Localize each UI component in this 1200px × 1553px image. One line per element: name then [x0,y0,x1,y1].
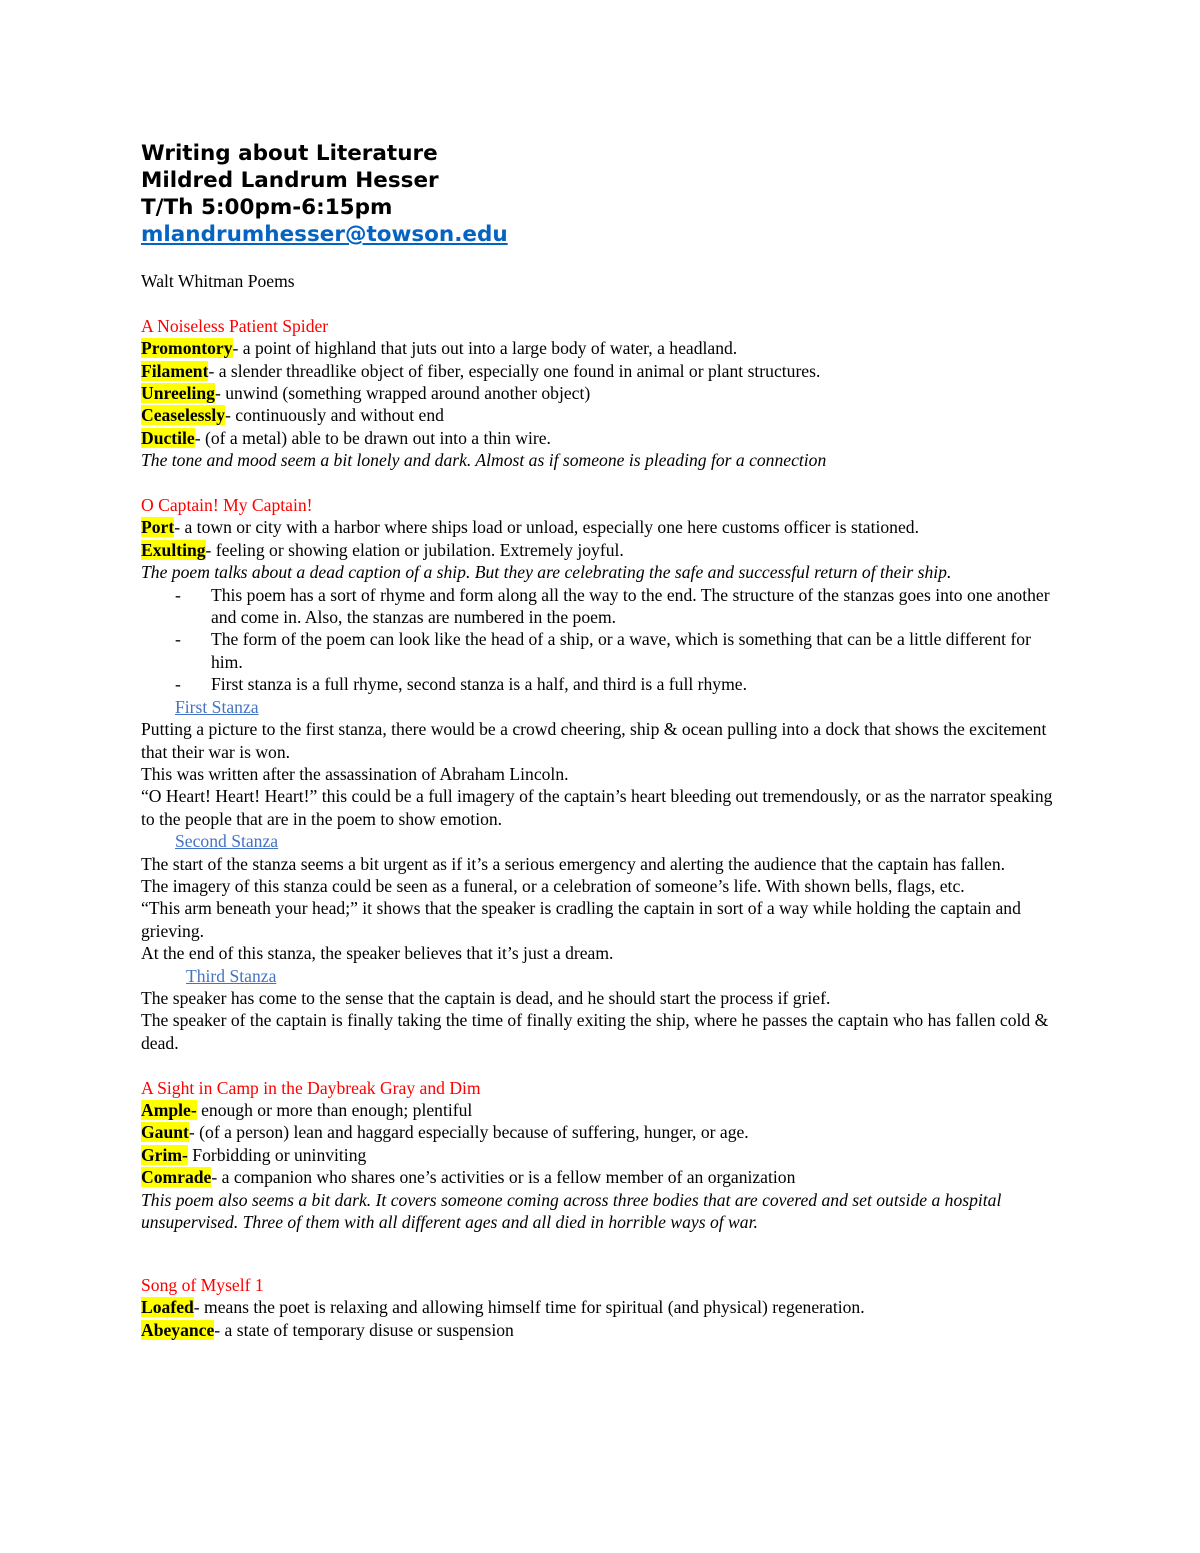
term-line [141,1121,1061,1143]
instructor-email-link[interactable]: mlandrumhesser@towson.edu [141,222,508,247]
vocab-definition: - (of a metal) able to be drawn out into a thin wire. [194,427,551,448]
bullet-item [175,628,1061,673]
stanza-note: The imagery of this stanza could be seen as a funeral, or a celebration of someone’s life. With shown bells, flags, etc. [141,875,965,896]
section-myself [141,1274,1061,1341]
section-spider [141,315,1061,472]
document-subtitle: Walt Whitman Poems [141,271,295,291]
document-body [141,140,1061,1341]
class-schedule: T/Th 5:00pm-6:15pm [141,195,393,220]
bullet-item [175,673,1061,695]
bullet-text: This poem has a sort of rhyme and form along all the way to the end. The structure of the stanzas goes into one another and come in. Also, the stanzas are numbered in the poem. [211,584,1050,628]
term-line [141,1166,1061,1188]
poem-title: A Sight in Camp in the Daybreak Gray and Dim [141,1077,481,1098]
document-header [141,140,1061,248]
vocab-definition: - means the poet is relaxing and allowing himself time for spiritual (and physical) regeneration. [193,1297,865,1318]
vocab-term: Loafed [141,1297,194,1318]
vocab-definition: enough or more than enough; plentiful [196,1099,473,1120]
vocab-term: Gaunt [141,1122,189,1143]
vocab-term: Promontory [141,338,233,359]
stanza-note: At the end of this stanza, the speaker believes that it’s just a dream. [141,943,614,964]
vocab-definition: - (of a person) lean and haggard especially because of suffering, hunger, or age. [188,1122,749,1143]
bullet-dash: - [175,584,181,605]
term-line [141,1099,1061,1121]
term-line [141,427,1061,449]
stanza-note: The speaker of the captain is finally taking the time of finally exiting the ship, where he passes the captain who has fallen cold & dead. [141,1010,1049,1053]
term-line [141,1319,1061,1341]
term-line [141,516,1061,538]
vocab-term: Port [141,517,175,538]
vocab-definition: - a town or city with a harbor where ships load or unload, especially one here customs officer is stationed. [174,517,919,538]
vocab-term: Filament [141,360,209,381]
stanza-heading-third[interactable]: Third Stanza [186,965,277,986]
term-line [141,539,1061,561]
course-title: Writing about Literature [141,141,438,166]
vocab-definition: - a companion who shares one’s activities or is a fellow member of an organization [211,1167,796,1188]
bullet-dash: - [175,629,181,650]
vocab-term: Exulting [141,539,206,560]
term-line [141,360,1061,382]
term-line [141,382,1061,404]
bullet-text: First stanza is a full rhyme, second stanza is a half, and third is a full rhyme. [211,674,747,695]
stanza-note: Putting a picture to the first stanza, there would be a crowd cheering, ship & ocean pulling into a dock that shows the excitement that their war is won. [141,719,1047,762]
vocab-term: Comrade [141,1167,212,1188]
vocab-term: Grim- [141,1144,188,1165]
section-captain [141,494,1061,1054]
poem-title: O Captain! My Captain! [141,495,313,516]
vocab-definition: - a slender threadlike object of fiber, especially one found in animal or plant structures. [208,360,821,381]
analysis-note: This poem also seems a bit dark. It covers someone coming across three bodies that are covered and set outside a hospital unsupervised. Three of them with all different ages and all died in horrible ways of war. [141,1189,1002,1233]
vocab-definition: Forbidding or uninviting [187,1144,367,1165]
analysis-note: The tone and mood seem a bit lonely and dark. Almost as if someone is pleading for a connection [141,450,827,471]
vocab-term: Ductile [141,427,195,448]
term-line [141,337,1061,359]
stanza-note: “This arm beneath your head;” it shows that the speaker is cradling the captain in sort of a way while holding the captain and grieving. [141,898,1021,941]
stanza-note: The start of the stanza seems a bit urgent as if it’s a serious emergency and alerting the audience that the captain has fallen. [141,853,1006,874]
bullet-text: The form of the poem can look like the head of a ship, or a wave, which is something that can be a little different for him. [211,629,1031,672]
vocab-term: Abeyance [141,1319,215,1340]
analysis-note: The poem talks about a dead caption of a ship. But they are celebrating the safe and successful return of their ship. [141,562,952,583]
vocab-term: Ceaselessly [141,405,226,426]
term-line [141,1296,1061,1318]
stanza-heading-second[interactable]: Second Stanza [175,831,279,852]
stanza-note: The speaker has come to the sense that the captain is dead, and he should start the process if grief. [141,987,831,1008]
vocab-definition: - unwind (something wrapped around another object) [214,383,591,404]
section-camp [141,1077,1061,1234]
bullet-dash: - [175,674,181,695]
vocab-definition: - a point of highland that juts out into a large body of water, a headland. [232,338,738,359]
vocab-term: Unreeling [141,383,215,404]
bullet-list [141,584,1061,696]
poem-title: A Noiseless Patient Spider [141,315,329,336]
vocab-definition: - continuously and without end [225,405,444,426]
term-line [141,1144,1061,1166]
bullet-item [175,584,1061,629]
vocab-definition: - feeling or showing elation or jubilation. Extremely joyful. [205,539,624,560]
stanza-note: This was written after the assassination of Abraham Lincoln. [141,763,569,784]
stanza-note: “O Heart! Heart! Heart!” this could be a full imagery of the captain’s heart bleeding out tremendously, or as the narrator speaking to the people that are in the poem to show emotion. [141,786,1053,829]
stanza-heading-first[interactable]: First Stanza [175,696,259,717]
poem-title: Song of Myself 1 [141,1274,264,1295]
vocab-term: Ample- [141,1099,197,1120]
term-line [141,404,1061,426]
instructor-name: Mildred Landrum Hesser [141,168,439,193]
vocab-definition: - a state of temporary disuse or suspension [214,1319,514,1340]
